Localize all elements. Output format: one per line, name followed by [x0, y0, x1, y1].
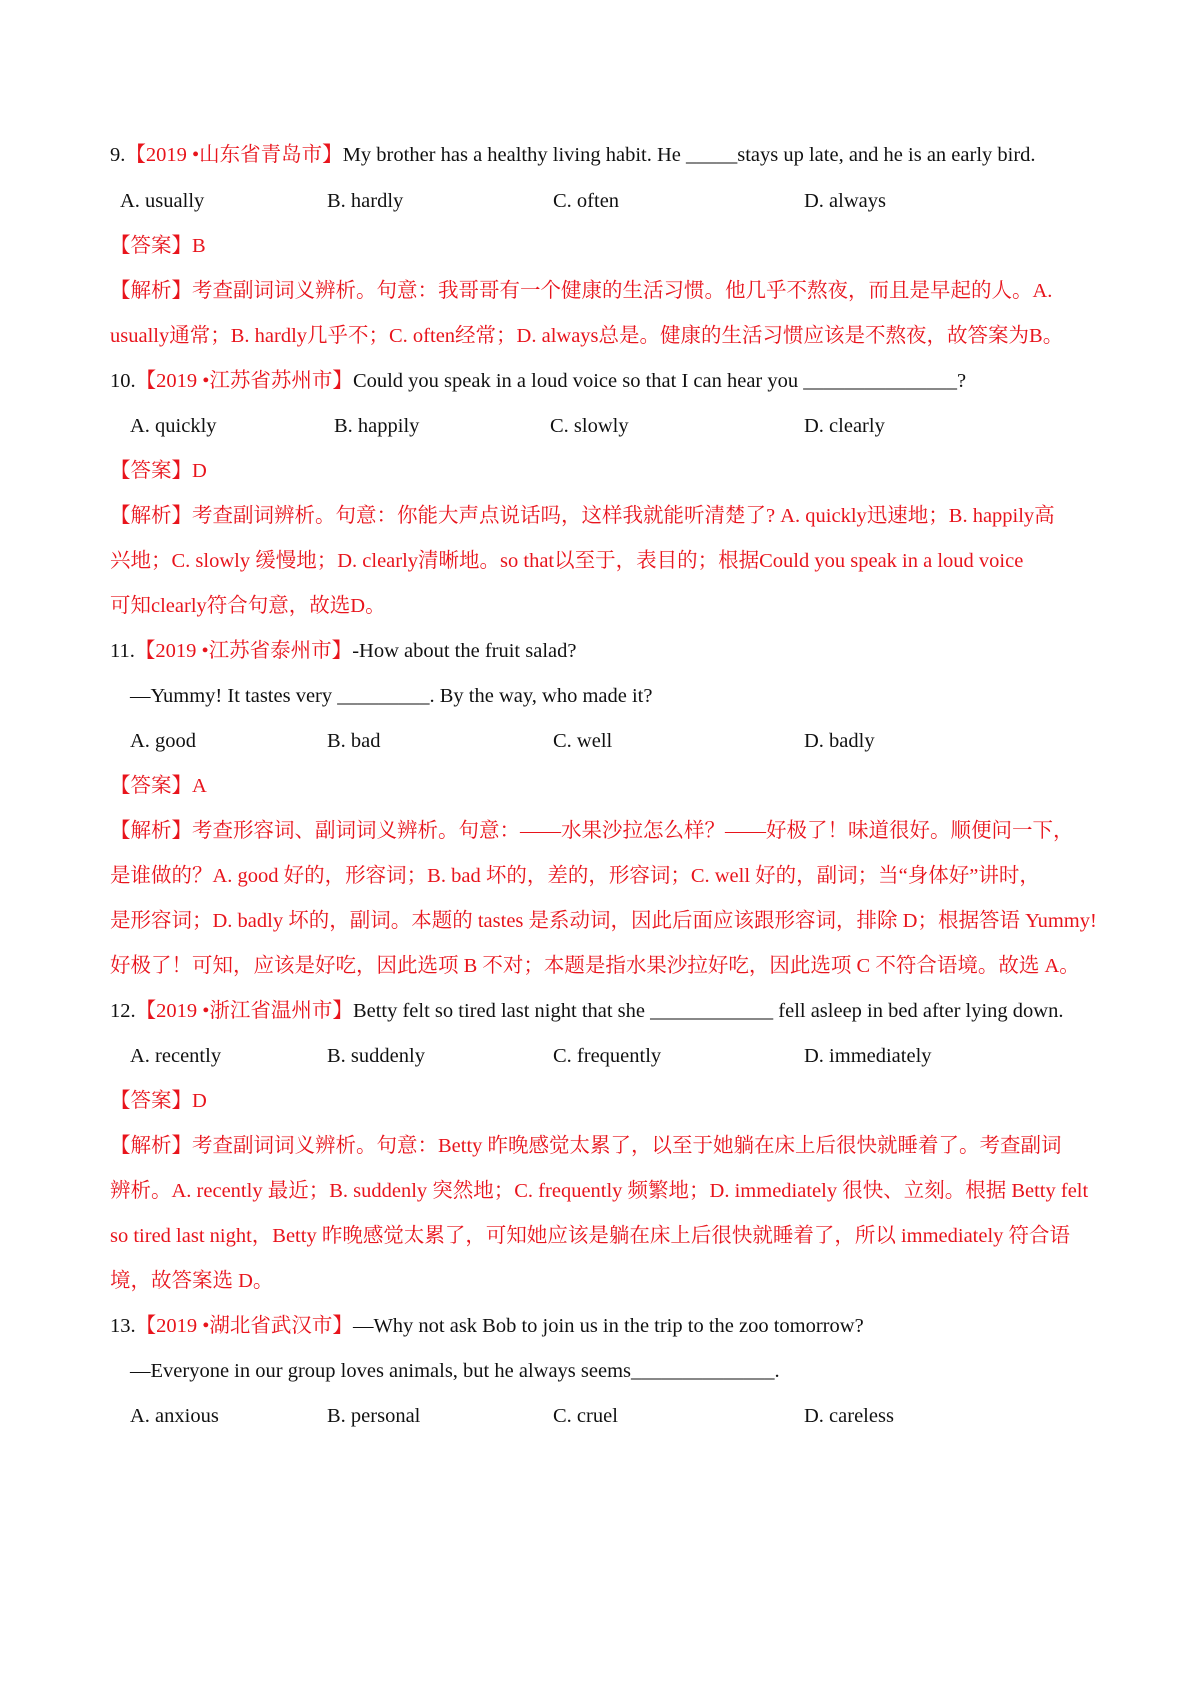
option-b: B. happily: [334, 415, 420, 437]
analysis-line: 境，故答案选 D。: [110, 1270, 274, 1292]
option-d: D. immediately: [804, 1045, 932, 1067]
question-source: 【2019 •湖北省武汉市】: [135, 1315, 353, 1337]
analysis-line: so tired last night，Betty 昨晚感觉太累了，可知她应该是躺在床上后很快就睡着了，所以 immediately 符合语: [110, 1225, 1071, 1247]
option-c: C. often: [553, 190, 620, 212]
analysis-line: 兴地；C. slowly 缓慢地；D. clearly清晰地。so that以至于，表目的；根据Could you speak in a loud voice: [110, 550, 1024, 572]
option-a: A. usually: [120, 190, 205, 212]
option-d: D. always: [804, 190, 886, 212]
analysis-line: usually通常；B. hardly几乎不；C. often经常；D. always总是。健康的生活习惯应该是不熬夜，故答案为B。: [110, 325, 1064, 347]
answer: 【答案】B: [110, 235, 206, 257]
analysis-line: 【解析】考查形容词、副词词义辨析。句意：——水果沙拉怎么样？——好极了！味道很好。顺便问一下，: [110, 820, 1074, 842]
option-c: C. cruel: [553, 1405, 618, 1427]
analysis-line: 【解析】考查副词辨析。句意：你能大声点说话吗，这样我就能听清楚了? A. quickly迅速地；B. happily高: [110, 505, 1055, 527]
question-11-stem: 11.【2019 •江苏省泰州市】-How about the fruit salad?: [110, 640, 577, 662]
option-b: B. personal: [327, 1405, 421, 1427]
option-c: C. slowly: [550, 415, 629, 437]
option-b: B. bad: [327, 730, 381, 752]
question-11-reply: —Yummy! It tastes very _________. By the way, who made it?: [130, 685, 653, 707]
option-d: D. careless: [804, 1405, 894, 1427]
option-b: B. hardly: [327, 190, 404, 212]
option-a: A. quickly: [130, 415, 217, 437]
answer: 【答案】A: [110, 775, 207, 797]
question-12-stem: 12.【2019 •浙江省温州市】Betty felt so tired last night that she ____________ fell asleep in bed after lying down.: [110, 1000, 1064, 1022]
question-10-stem: 10.【2019 •江苏省苏州市】Could you speak in a loud voice so that I can hear you _______________?: [110, 370, 967, 392]
answer: 【答案】D: [110, 460, 207, 482]
option-a: A. recently: [130, 1045, 222, 1067]
question-source: 【2019 •江苏省泰州市】: [134, 640, 353, 662]
question-13-reply: —Everyone in our group loves animals, but he always seems______________.: [130, 1360, 780, 1382]
question-9-stem: 9.【2019 •山东省青岛市】My brother has a healthy living habit. He _____stays up late, and he is an early bird.: [110, 144, 1036, 166]
option-c: C. frequently: [553, 1045, 662, 1067]
question-source: 【2019 •江苏省苏州市】: [135, 370, 353, 392]
analysis-line: 是谁做的？A. good 好的，形容词；B. bad 坏的，差的，形容词；C. well 好的，副词；当“身体好”讲时，: [110, 865, 1040, 887]
option-a: A. good: [130, 730, 197, 752]
question-source: 【2019 •浙江省温州市】: [135, 1000, 353, 1022]
analysis-line: 【解析】考查副词词义辨析。句意：Betty 昨晚感觉太累了，以至于她躺在床上后很快就睡着了。考查副词: [110, 1135, 1062, 1157]
option-d: D. badly: [804, 730, 875, 752]
option-a: A. anxious: [130, 1405, 219, 1427]
option-c: C. well: [553, 730, 613, 752]
option-b: B. suddenly: [327, 1045, 425, 1067]
option-d: D. clearly: [804, 415, 885, 437]
question-13-stem: 13.【2019 •湖北省武汉市】—Why not ask Bob to join us in the trip to the zoo tomorrow?: [110, 1315, 864, 1337]
analysis-line: 可知clearly符合句意，故选D。: [110, 595, 386, 617]
analysis-line: 好极了！可知，应该是好吃，因此选项 B 不对；本题是指水果沙拉好吃，因此选项 C 不符合语境。故选 A。: [110, 955, 1080, 977]
question-source: 【2019 •山东省青岛市】: [125, 144, 343, 166]
answer: 【答案】D: [110, 1090, 207, 1112]
analysis-line: 辨析。A. recently 最近；B. suddenly 突然地；C. frequently 频繁地；D. immediately 很快、立刻。根据 Betty felt: [110, 1180, 1089, 1202]
analysis-line: 【解析】考查副词词义辨析。句意：我哥哥有一个健康的生活习惯。他几乎不熬夜，而且是早起的人。A.: [110, 280, 1053, 302]
analysis-line: 是形容词；D. badly 坏的，副词。本题的 tastes 是系动词，因此后面应该跟形容词，排除 D；根据答语 Yummy!: [110, 910, 1097, 932]
